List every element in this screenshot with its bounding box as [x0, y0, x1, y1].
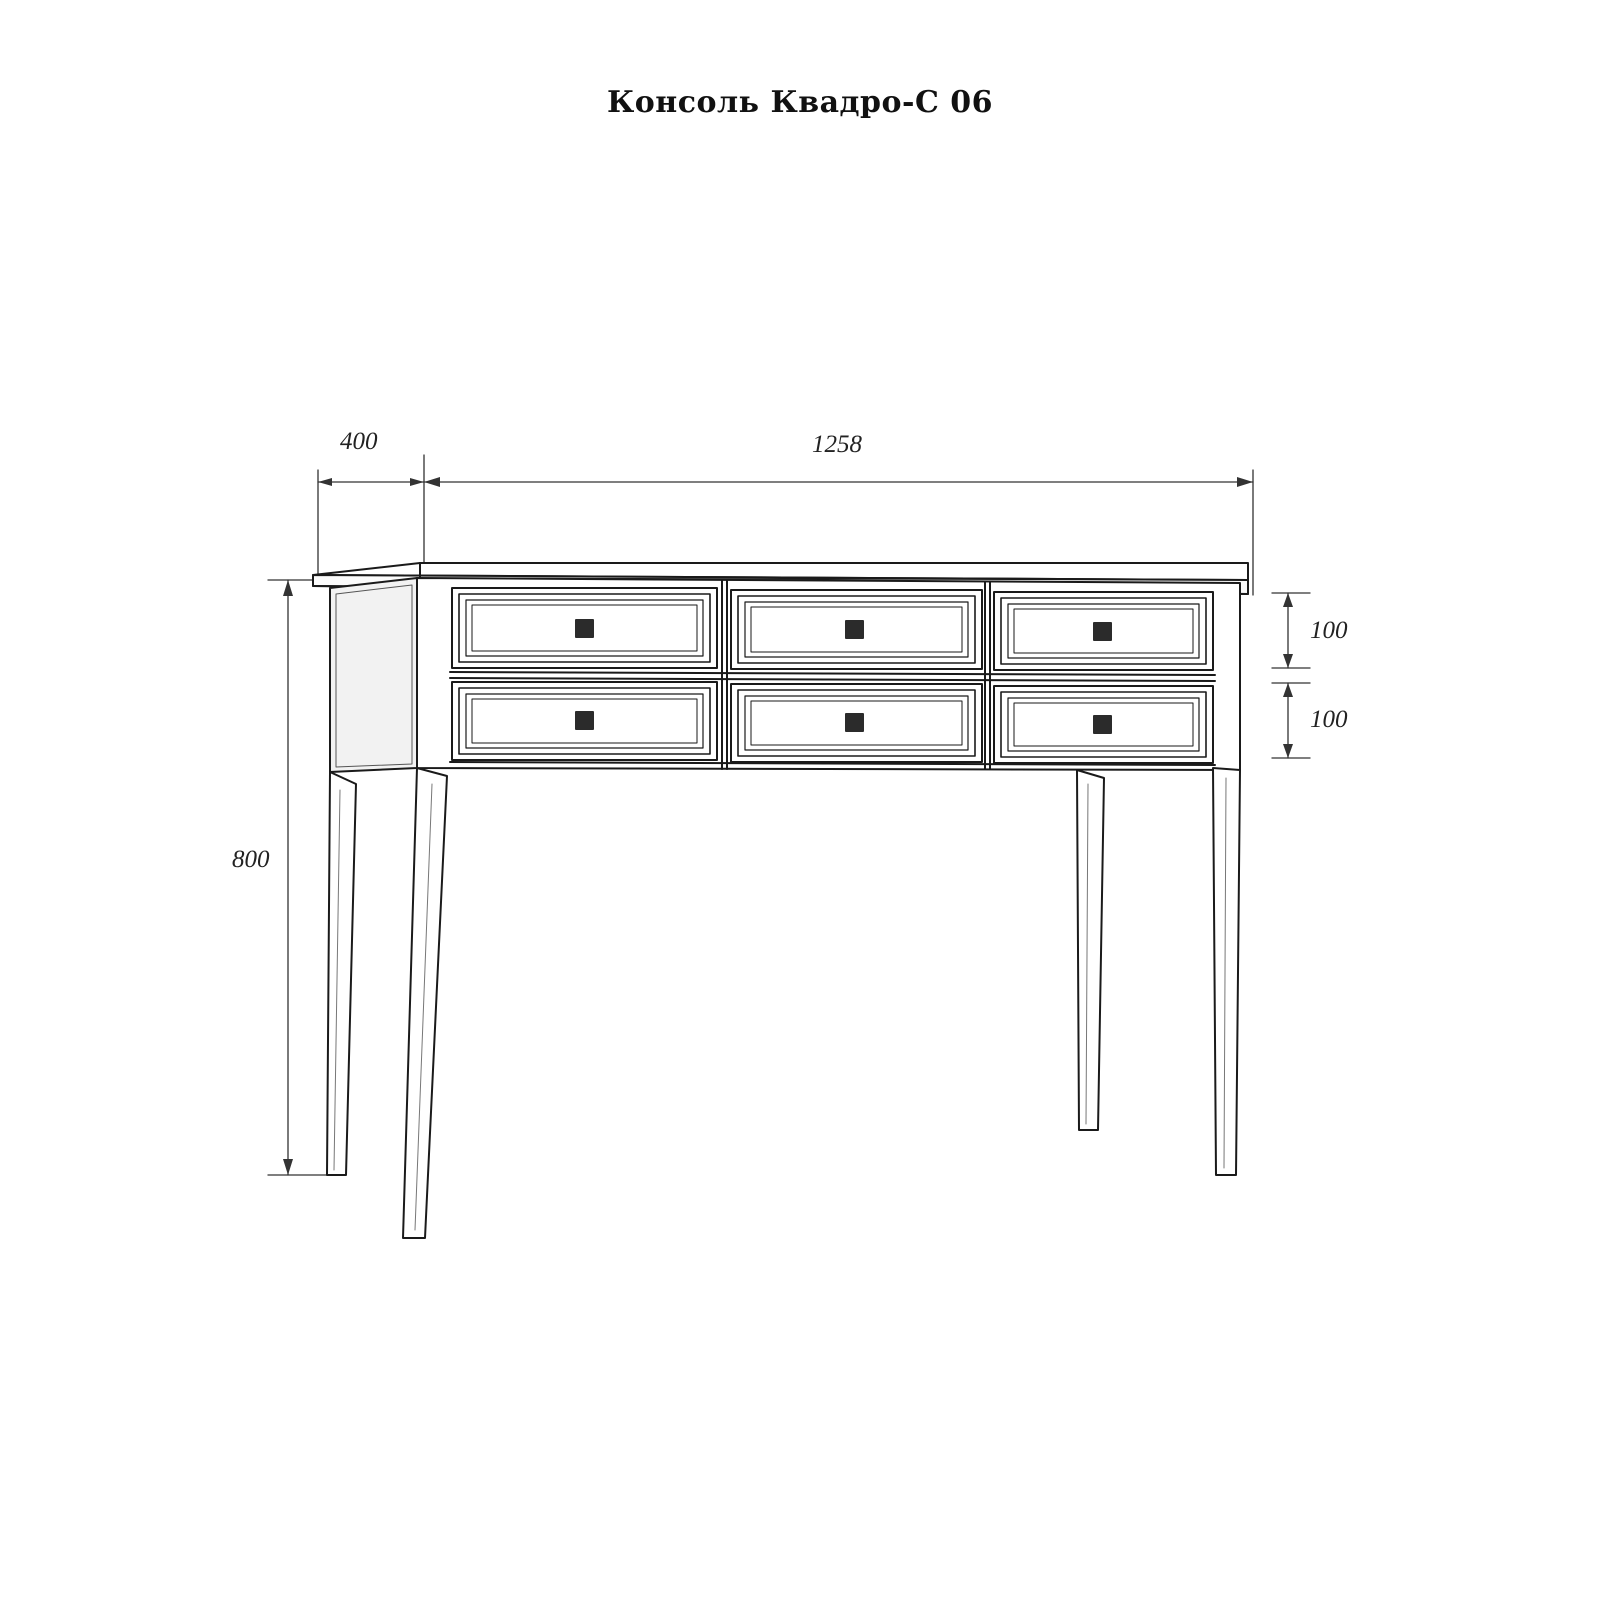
leg-back-right [1077, 770, 1104, 1130]
leg-front-left [403, 768, 447, 1238]
dimension-drawer-upper-label: 100 [1310, 617, 1348, 644]
drawer-row-lower [452, 682, 1213, 763]
drawer-2 [731, 590, 982, 669]
drawer-handle [1094, 716, 1111, 733]
page-title: Консоль Квадро-С 06 [606, 85, 994, 120]
drawer-row-upper [452, 588, 1213, 670]
drawer-5 [731, 684, 982, 762]
side-panel [330, 578, 417, 772]
leg-front-right [1213, 768, 1240, 1175]
drawer-1 [452, 588, 717, 668]
drawer-handle [576, 620, 593, 637]
drawer-handle [846, 621, 863, 638]
leg-back-left [327, 772, 356, 1175]
drawer-4 [452, 682, 717, 760]
drawer-handle [1094, 623, 1111, 640]
legs [327, 768, 1240, 1238]
drawer-3 [994, 592, 1213, 670]
drawer-handle [576, 712, 593, 729]
drawer-6 [994, 686, 1213, 763]
dimension-height-label: 800 [232, 846, 270, 873]
dimension-width-label: 1258 [812, 431, 862, 458]
drawer-handle [846, 714, 863, 731]
dimension-drawer-lower-label: 100 [1310, 706, 1348, 733]
dimension-depth-label: 400 [340, 428, 378, 455]
